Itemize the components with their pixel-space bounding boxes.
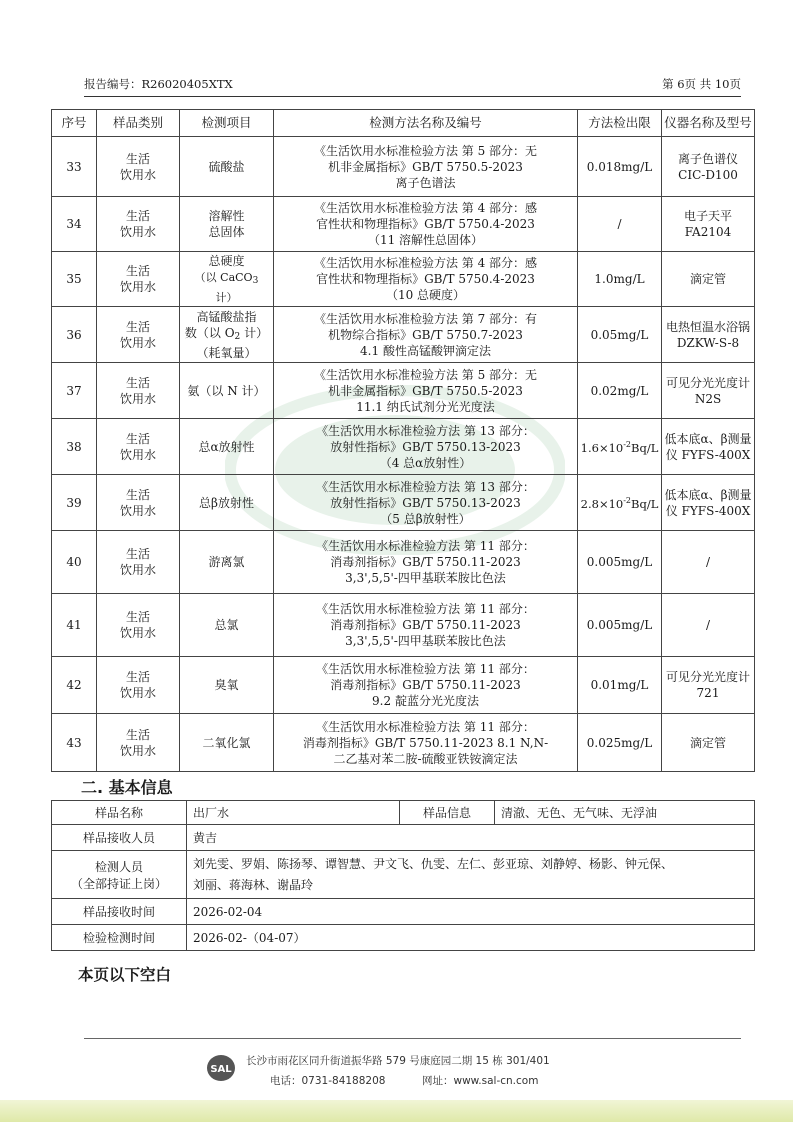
test-time-label: 检验检测时间: [52, 925, 187, 951]
row-item: 总硬度 （以 CaCO$_3$ 计）: [180, 252, 274, 307]
row-instrument: 滴定管: [662, 252, 755, 307]
col-header-category: 样品类别: [97, 110, 180, 137]
row-item: 臭氧: [180, 657, 274, 714]
row-limit: 0.05mg/L: [578, 307, 662, 363]
footer-divider: [84, 1038, 741, 1039]
row-method: 《生活饮用水标准检验方法 第 11 部分： 消毒剂指标》GB/T 5750.11-2023 8.1 N,N- 二乙基对苯二胺-硫酸亚铁铵滴定法: [274, 714, 578, 772]
row-method: 《生活饮用水标准检验方法 第 13 部分： 放射性指标》GB/T 5750.13-2023 （4 总α放射性）: [274, 419, 578, 475]
table-row: [52, 531, 755, 594]
header-divider: [84, 96, 741, 97]
row-instrument: 滴定管: [662, 714, 755, 772]
col-header-instrument: 仪器名称及型号: [662, 110, 755, 137]
row-method: 《生活饮用水标准检验方法 第 13 部分： 放射性指标》GB/T 5750.13-2023 （5 总β放射性）: [274, 475, 578, 531]
row-item: 总氯: [180, 594, 274, 657]
table-header-row: [52, 110, 755, 137]
sal-logo-icon: [206, 1053, 236, 1083]
row-limit: 0.01mg/L: [578, 657, 662, 714]
receiver-label: 样品接收人员: [52, 825, 187, 851]
row-category: 生活 饮用水: [97, 419, 180, 475]
row-limit: $1.6\times 10^{-2}Bq/L$: [578, 419, 662, 475]
row-limit: 0.018mg/L: [578, 137, 662, 197]
col-header-limit: 方法检出限: [578, 110, 662, 137]
row-item: 溶解性 总固体: [180, 197, 274, 252]
col-header-method: 检测方法名称及编号: [274, 110, 578, 137]
info-row: [52, 851, 755, 899]
row-limit: 0.005mg/L: [578, 594, 662, 657]
row-method: 《生活饮用水标准检验方法 第 5 部分：无 机非金属指标》GB/T 5750.5-2023 离子色谱法: [274, 137, 578, 197]
row-category: 生活 饮用水: [97, 307, 180, 363]
row-category: 生活 饮用水: [97, 363, 180, 419]
row-limit: 0.025mg/L: [578, 714, 662, 772]
row-instrument: 低本底α、β测量 仪 FYFS-400X: [662, 419, 755, 475]
footer-tel: 电话：0731-84188208: [270, 1075, 386, 1087]
row-item: 总β放射性: [180, 475, 274, 531]
row-category: 生活 饮用水: [97, 197, 180, 252]
row-item: 二氧化氯: [180, 714, 274, 772]
row-instrument: 可见分光光度计 721: [662, 657, 755, 714]
footer-band: [0, 1100, 793, 1122]
sample-info-label: 样品信息: [400, 801, 495, 825]
basic-info-table: [51, 800, 755, 951]
svg-text:SAL: SAL: [210, 1064, 232, 1075]
row-no: 34: [52, 197, 97, 252]
row-limit: 0.005mg/L: [578, 531, 662, 594]
row-limit: $2.8\times 10^{-2}Bq/L$: [578, 475, 662, 531]
table-row: [52, 252, 755, 307]
inspectors-value: 刘先雯、罗娟、陈扬琴、谭智慧、尹文飞、仇雯、左仁、彭亚琼、刘静婷、杨影、钟元保、 刘丽、蒋海林、谢晶玲: [187, 851, 755, 899]
receiver-value: 黄吉: [187, 825, 755, 851]
row-category: 生活 饮用水: [97, 714, 180, 772]
row-no: 41: [52, 594, 97, 657]
row-category: 生活 饮用水: [97, 252, 180, 307]
info-row: [52, 925, 755, 951]
report-number: 报告编号：R26020405XTX: [84, 77, 233, 91]
row-item: 游离氯: [180, 531, 274, 594]
row-instrument: 低本底α、β测量 仪 FYFS-400X: [662, 475, 755, 531]
row-method: 《生活饮用水标准检验方法 第 4 部分：感 官性状和物理指标》GB/T 5750.4-2023 （11 溶解性总固体）: [274, 197, 578, 252]
row-no: 36: [52, 307, 97, 363]
row-item: 氨（以 N 计）: [180, 363, 274, 419]
row-item: 高锰酸盐指 数（以 $O_2$ 计） （耗氧量）: [180, 307, 274, 363]
row-method: 《生活饮用水标准检验方法 第 11 部分： 消毒剂指标》GB/T 5750.11-2023 3,3',5,5'-四甲基联苯胺比色法: [274, 531, 578, 594]
row-category: 生活 饮用水: [97, 657, 180, 714]
row-no: 42: [52, 657, 97, 714]
row-no: 43: [52, 714, 97, 772]
row-no: 37: [52, 363, 97, 419]
table-row: [52, 307, 755, 363]
row-limit: /: [578, 197, 662, 252]
row-instrument: 电热恒温水浴锅 DZKW-S-8: [662, 307, 755, 363]
test-time-value: 2026-02-（04-07）: [187, 925, 755, 951]
table-row: [52, 594, 755, 657]
row-limit: 0.02mg/L: [578, 363, 662, 419]
inspectors-label: 检测人员 （全部持证上岗）: [52, 851, 187, 899]
col-header-no: 序号: [52, 110, 97, 137]
table-row: [52, 475, 755, 531]
row-category: 生活 饮用水: [97, 137, 180, 197]
page-info: 第 6页 共 10页: [662, 77, 741, 91]
test-methods-table: [51, 109, 755, 772]
row-no: 40: [52, 531, 97, 594]
table-row: [52, 197, 755, 252]
row-method: 《生活饮用水标准检验方法 第 7 部分：有 机物综合指标》GB/T 5750.7-2023 4.1 酸性高锰酸钾滴定法: [274, 307, 578, 363]
table-row: [52, 714, 755, 772]
row-category: 生活 饮用水: [97, 475, 180, 531]
info-row: [52, 825, 755, 851]
info-row: [52, 899, 755, 925]
row-limit: 1.0mg/L: [578, 252, 662, 307]
blank-note: 本页以下空白: [78, 966, 172, 984]
row-category: 生活 饮用水: [97, 531, 180, 594]
row-method: 《生活饮用水标准检验方法 第 11 部分： 消毒剂指标》GB/T 5750.11-2023 3,3',5,5'-四甲基联苯胺比色法: [274, 594, 578, 657]
row-method: 《生活饮用水标准检验方法 第 4 部分：感 官性状和物理指标》GB/T 5750.4-2023 （10 总硬度）: [274, 252, 578, 307]
table-row: [52, 137, 755, 197]
row-instrument: 离子色谱仪 CIC-D100: [662, 137, 755, 197]
footer-address: 长沙市雨花区同升街道振华路 579 号康庭园二期 15 栋 301/401: [246, 1055, 550, 1067]
row-no: 35: [52, 252, 97, 307]
row-no: 39: [52, 475, 97, 531]
row-method: 《生活饮用水标准检验方法 第 11 部分： 消毒剂指标》GB/T 5750.11-2023 9.2 靛蓝分光光度法: [274, 657, 578, 714]
row-instrument: /: [662, 531, 755, 594]
section-title-basic-info: 二. 基本信息: [81, 778, 173, 797]
receive-time-label: 样品接收时间: [52, 899, 187, 925]
row-category: 生活 饮用水: [97, 594, 180, 657]
row-instrument: /: [662, 594, 755, 657]
footer-website: 网址：www.sal-cn.com: [422, 1075, 539, 1087]
table-row: [52, 419, 755, 475]
sample-name-value: 出厂水: [187, 801, 400, 825]
row-instrument: 电子天平 FA2104: [662, 197, 755, 252]
receive-time-value: 2026-02-04: [187, 899, 755, 925]
table-row: [52, 657, 755, 714]
row-no: 38: [52, 419, 97, 475]
row-no: 33: [52, 137, 97, 197]
info-row: [52, 801, 755, 825]
row-instrument: 可见分光光度计 N2S: [662, 363, 755, 419]
table-row: [52, 363, 755, 419]
row-method: 《生活饮用水标准检验方法 第 5 部分：无 机非金属指标》GB/T 5750.5-2023 11.1 纳氏试剂分光光度法: [274, 363, 578, 419]
col-header-item: 检测项目: [180, 110, 274, 137]
row-item: 硫酸盐: [180, 137, 274, 197]
sample-info-value: 清澈、无色、无气味、无浮油: [495, 801, 755, 825]
row-item: 总α放射性: [180, 419, 274, 475]
page-header: [84, 76, 741, 94]
sample-name-label: 样品名称: [52, 801, 187, 825]
